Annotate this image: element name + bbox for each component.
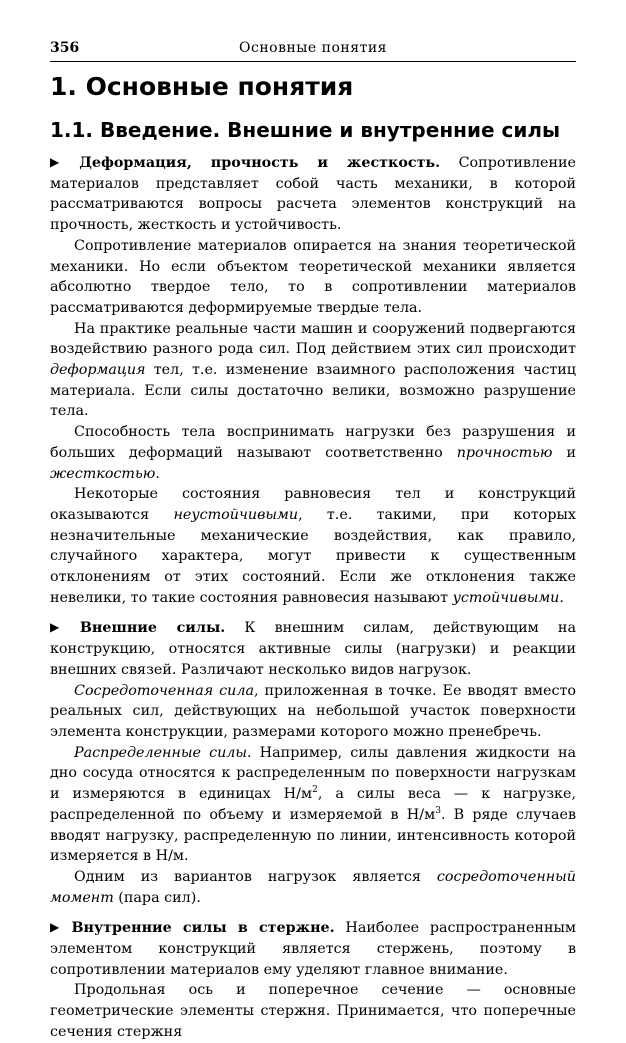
page-number: 356 [50,40,80,56]
paragraph-text: тел, т.е. изменение взаимного расположения частиц материала. Если силы достаточно велики, возможно разрушение тела. [50,362,576,420]
emphasis-term: Распределенные силы [74,744,248,761]
paragraph [50,152,576,236]
paragraph-text: . Например, силы давления жидкости на дно сосуда относятся к распределенным по поверхности нагрузкам и измеряются в единицах Н/м [50,744,576,803]
running-title: Основные понятия [239,40,387,56]
paragraph: Сопротивление материалов опирается на знания теоретической механики. Но если объектом теоретической механики является абсолютно твердое тело, то в сопротивлении материалов рассматриваются деформируемые твердые тела. [50,237,576,316]
paragraph [50,319,576,423]
run-in-heading: Внешние силы. [79,620,226,637]
emphasis-term: Сосредоточенная сила [74,682,254,699]
paragraph: Продольная ось и поперечное сечение — основные геометрические элементы стержня. Принимается, что поперечные сечения стержня [50,982,576,1040]
chapter-title: 1. Основные понятия [50,72,354,101]
paragraph-text: , а силы веса — к нагрузке, распределенной по объему и измеряемой в Н/м [50,786,576,823]
paragraph-text: К внешним силам, действующим на конструкцию, относятся активные силы (нагрузки) и реакции внешних связей. Различают несколько видов нагрузок. [50,620,576,678]
paragraph-text: Наиболее распространенным элементом конструкций является стержень, поэтому в сопротивлении материалов ему уделяют главное внимание. [50,920,576,978]
paragraph-text: Некоторые состояния равновесия тел и конструкций оказываются [50,486,576,523]
paragraph-text: (пара сил). [113,889,201,906]
run-in-heading: Внутренние силы в стержне. [71,920,335,937]
paragraph-text: Способность тела воспринимать нагрузки без разрушения и больших деформаций называют соответственно [50,424,576,461]
paragraph [50,867,576,908]
run-in-heading: Деформация, прочность и жесткость. [79,155,441,171]
running-header [50,38,576,60]
paragraph [50,743,576,867]
paragraph-text: На практике реальные части машин и сооружений подвергаются воздействию разного рода сил. Под действием этих сил происходит [50,320,576,358]
paragraph [50,681,576,743]
superscript: 2 [312,785,318,796]
section-title: 1.1. Введение. Внешние и внутренние силы [50,118,561,142]
paragraph [50,917,576,980]
emphasis-term: деформация [50,362,146,379]
emphasis-term: устойчивыми [452,589,560,606]
emphasis-term: жесткостью [50,465,156,482]
emphasis-term: сосредоточенный момент [50,868,576,906]
paragraph-text: и [552,444,576,461]
paragraph-text: , приложенная в точке. Ее вводят вместо реальных сил, действующих на небольшой участок поверхности элемента конструкции, размерами которого можно пренебречь. [50,682,576,740]
paragraph-text: . [559,589,564,606]
paragraph-text: Одним из вариантов нагрузок является [74,868,437,885]
paragraph-text: . В ряде случаев вводят нагрузку, распределенную по линии, интенсивность которой измеряется в Н/м. [50,806,576,865]
paragraph [50,484,576,608]
triangle-marker-icon: ▶ [50,620,74,635]
paragraph [50,617,576,680]
triangle-marker-icon: ▶ [50,920,66,935]
paragraph-text: Сопротивление материалов представляет собой часть механики, в которой рассматриваются вопросы расчета элементов конструкций на прочность, жесткость и устойчивость. [50,155,577,234]
body-text [50,152,576,1043]
header-rule [50,61,576,62]
paragraph-text: , т.е. такими, при которых незначительные механические воздействия, как правило, случайного характера, могут привести к существенным отклонениям от этих состояний. Если же отклонения также невелики, то такие состояния равновесия называют [50,506,576,606]
paragraph-text: . [155,465,160,482]
emphasis-term: прочностью [456,444,553,461]
paragraph [50,422,576,484]
superscript: 3 [435,806,441,817]
triangle-marker-icon: ▶ [50,155,74,169]
emphasis-term: неустойчивыми [173,506,299,523]
